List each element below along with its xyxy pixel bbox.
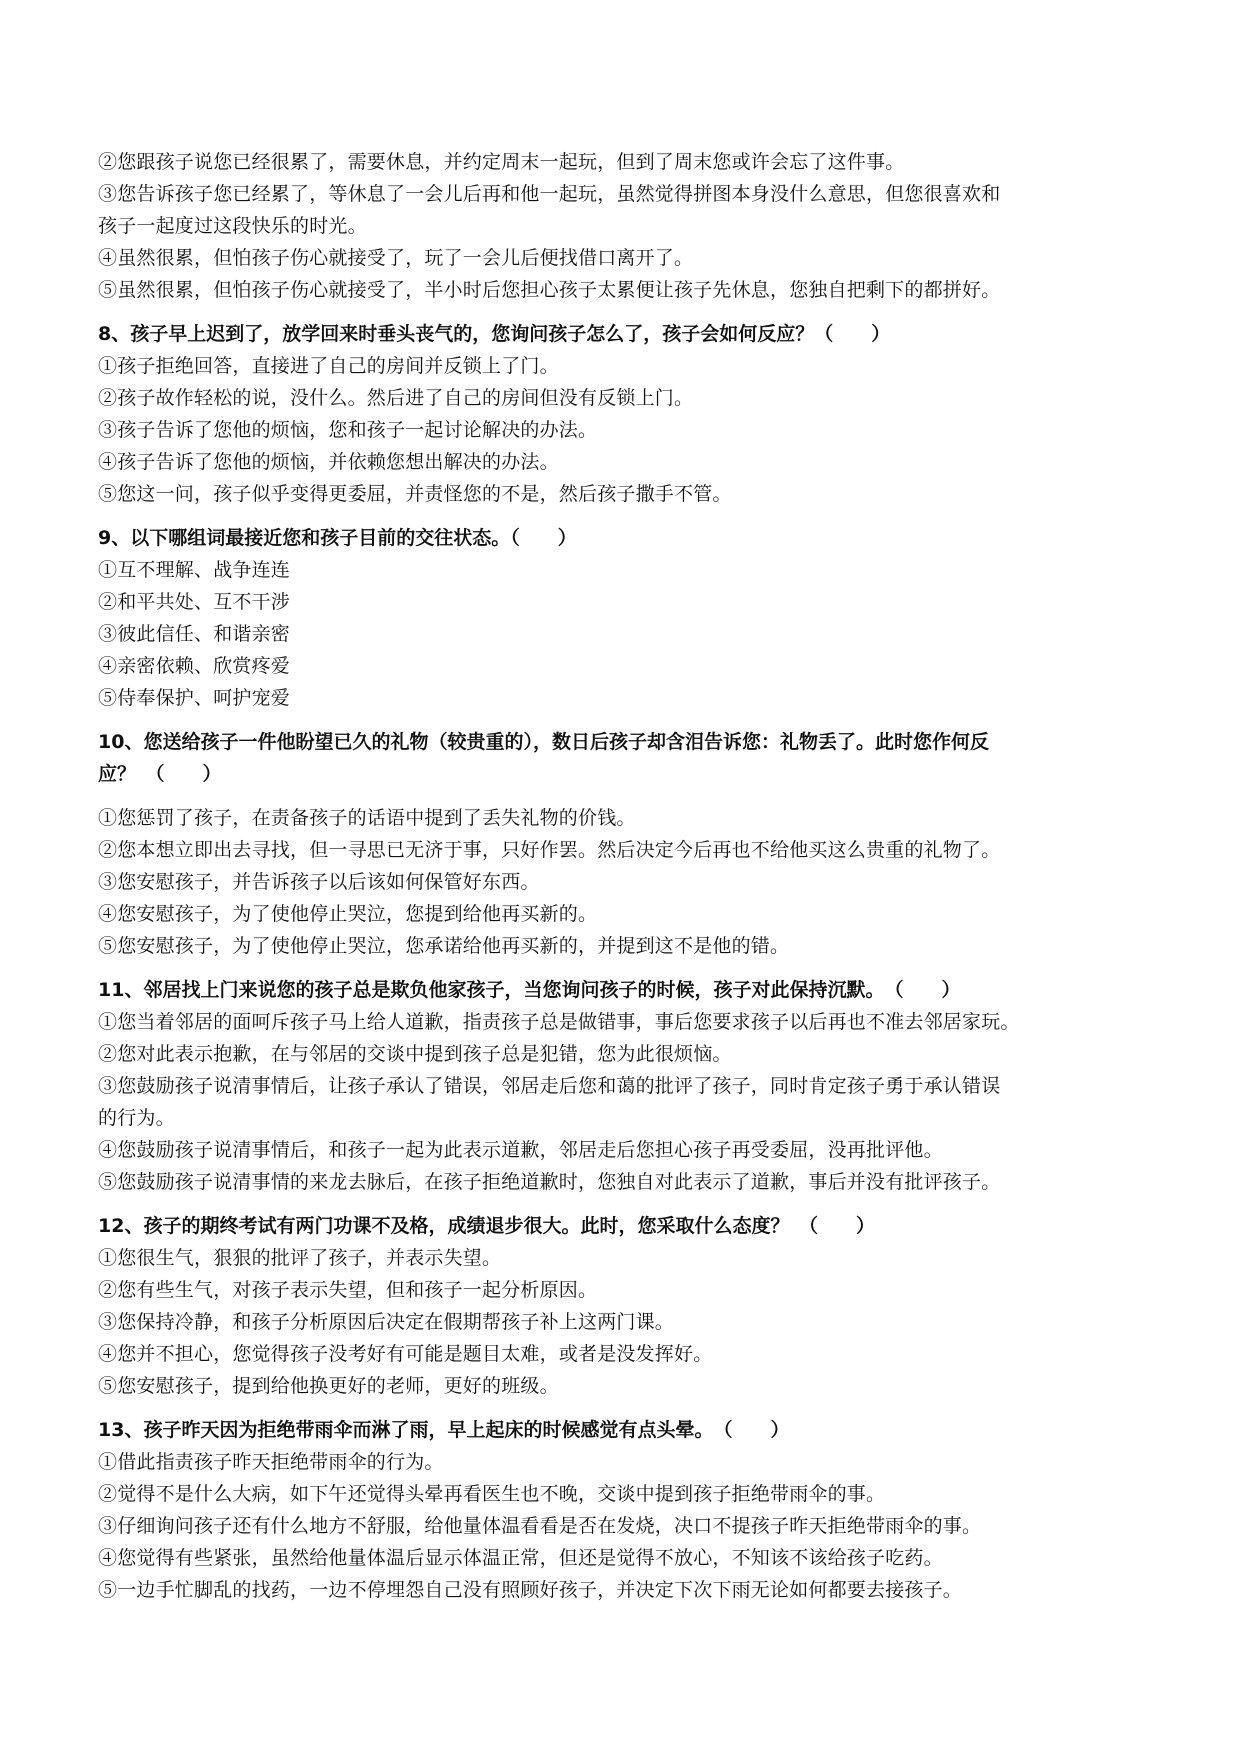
option-line: ④虽然很累，但怕孩子伤心就接受了，玩了一会儿后便找借口离开了。: [98, 247, 694, 269]
question-8: [98, 318, 1148, 510]
question-title: 12、孩子的期终考试有两门功课不及格，成绩退步很大。此时，您采取什么态度？ （ ）: [98, 1215, 875, 1237]
option-line: ①您很生气，狠狠的批评了孩子，并表示失望。: [98, 1247, 502, 1269]
option-line: ⑤您鼓励孩子说清事情的来龙去脉后，在孩子拒绝道歉时，您独自对此表示了道歉，事后并没有批评孩子。: [98, 1171, 1001, 1193]
option-line: ①借此指责孩子昨天拒绝带雨伞的行为。: [98, 1451, 444, 1473]
question-9: [98, 522, 1148, 714]
option-line: 的行为。: [98, 1107, 175, 1129]
option-line: ③彼此信任、和谐亲密: [98, 623, 291, 645]
option-line: ④您觉得有些紧张，虽然给他量体温后显示体温正常，但还是觉得不放心，不知该不该给孩子吃药。: [98, 1547, 943, 1569]
question-title: 13、孩子昨天因为拒绝带雨伞而淋了雨，早上起床的时候感觉有点头晕。 （ ）: [98, 1419, 790, 1441]
option-line: ③孩子告诉了您他的烦恼，您和孩子一起讨论解决的办法。: [98, 419, 598, 441]
option-line: ②您本想立即出去寻找，但一寻思已无济于事，只好作罢。然后决定今后再也不给他买这么贵重的礼物了。: [98, 839, 1001, 861]
option-line: ③您安慰孩子，并告诉孩子以后该如何保管好东西。: [98, 871, 540, 893]
option-line: ②和平共处、互不干涉: [98, 591, 291, 613]
option-line: ②孩子故作轻松的说，没什么。然后进了自己的房间但没有反锁上门。: [98, 387, 694, 409]
option-line: ⑤一边手忙脚乱的找药，一边不停埋怨自己没有照顾好孩子，并决定下次下雨无论如何都要去接孩子。: [98, 1579, 963, 1601]
question-12: [98, 1210, 1148, 1402]
option-line: ⑤您安慰孩子，提到给他换更好的老师，更好的班级。: [98, 1375, 559, 1397]
option-line: ③您鼓励孩子说清事情后，让孩子承认了错误，邻居走后您和蔼的批评了孩子，同时肯定孩子勇于承认错误: [98, 1075, 1001, 1097]
option-line: ②觉得不是什么大病，如下午还觉得头晕再看医生也不晚，交谈中提到孩子拒绝带雨伞的事。: [98, 1483, 886, 1505]
option-line: ①互不理解、战争连连: [98, 559, 291, 581]
question-title-continued: 应？ （ ）: [98, 763, 222, 785]
continued-options: [98, 146, 1148, 306]
option-line: ⑤您安慰孩子，为了使他停止哭泣，您承诺给他再买新的，并提到这不是他的错。: [98, 935, 790, 957]
question-10: [98, 726, 1148, 962]
document-page: [98, 146, 1148, 1606]
option-line: ④您鼓励孩子说清事情后，和孩子一起为此表示道歉，邻居走后您担心孩子再受委屈，没再批评他。: [98, 1139, 943, 1161]
question-title: 10、您送给孩子一件他盼望已久的礼物（较贵重的），数日后孩子却含泪告诉您：礼物丢了。此时您作何反: [98, 731, 989, 753]
option-line: ①孩子拒绝回答，直接进了自己的房间并反锁上了门。: [98, 355, 559, 377]
option-line: ③您保持冷静，和孩子分析原因后决定在假期帮孩子补上这两门课。: [98, 1311, 675, 1333]
option-line: ②您跟孩子说您已经很累了，需要休息，并约定周末一起玩，但到了周末您或许会忘了这件事。: [98, 151, 905, 173]
option-line: ④孩子告诉了您他的烦恼，并依赖您想出解决的办法。: [98, 451, 559, 473]
option-line: ①您惩罚了孩子，在责备孩子的话语中提到了丢失礼物的价钱。: [98, 807, 636, 829]
option-line: ⑤虽然很累，但怕孩子伤心就接受了，半小时后您担心孩子太累便让孩子先休息，您独自把剩下的都拼好。: [98, 279, 1001, 301]
option-line: ③仔细询问孩子还有什么地方不舒服，给他量体温看看是否在发烧，决口不提孩子昨天拒绝带雨伞的事。: [98, 1515, 982, 1537]
question-title: 11、邻居找上门来说您的孩子总是欺负他家孩子，当您询问孩子的时候，孩子对此保持沉默。 （ ）: [98, 979, 961, 1001]
question-13: [98, 1414, 1148, 1606]
question-title: 9、以下哪组词最接近您和孩子目前的交往状态。（ ）: [98, 527, 577, 549]
option-line: ④亲密依赖、欣赏疼爱: [98, 655, 291, 677]
option-line: ⑤侍奉保护、呵护宠爱: [98, 687, 291, 709]
option-line: ④您并不担心，您觉得孩子没考好有可能是题目太难，或者是没发挥好。: [98, 1343, 713, 1365]
question-title: 8、孩子早上迟到了，放学回来时垂头丧气的，您询问孩子怎么了，孩子会如何反应？（ ）: [98, 323, 891, 345]
option-line: ②您有些生气，对孩子表示失望，但和孩子一起分析原因。: [98, 1279, 598, 1301]
option-line: 孩子一起度过这段快乐的时光。: [98, 215, 367, 237]
option-line: ①您当着邻居的面呵斥孩子马上给人道歉，指责孩子总是做错事，事后您要求孩子以后再也不准去邻居家玩。: [98, 1011, 1020, 1033]
option-line: ⑤您这一问，孩子似乎变得更委屈，并责怪您的不是，然后孩子撒手不管。: [98, 483, 732, 505]
option-line: ③您告诉孩子您已经累了，等休息了一会儿后再和他一起玩，虽然觉得拼图本身没什么意思，但您很喜欢和: [98, 183, 1001, 205]
option-line: ④您安慰孩子，为了使他停止哭泣，您提到给他再买新的。: [98, 903, 598, 925]
question-11: [98, 974, 1148, 1198]
option-line: ②您对此表示抱歉，在与邻居的交谈中提到孩子总是犯错，您为此很烦恼。: [98, 1043, 732, 1065]
